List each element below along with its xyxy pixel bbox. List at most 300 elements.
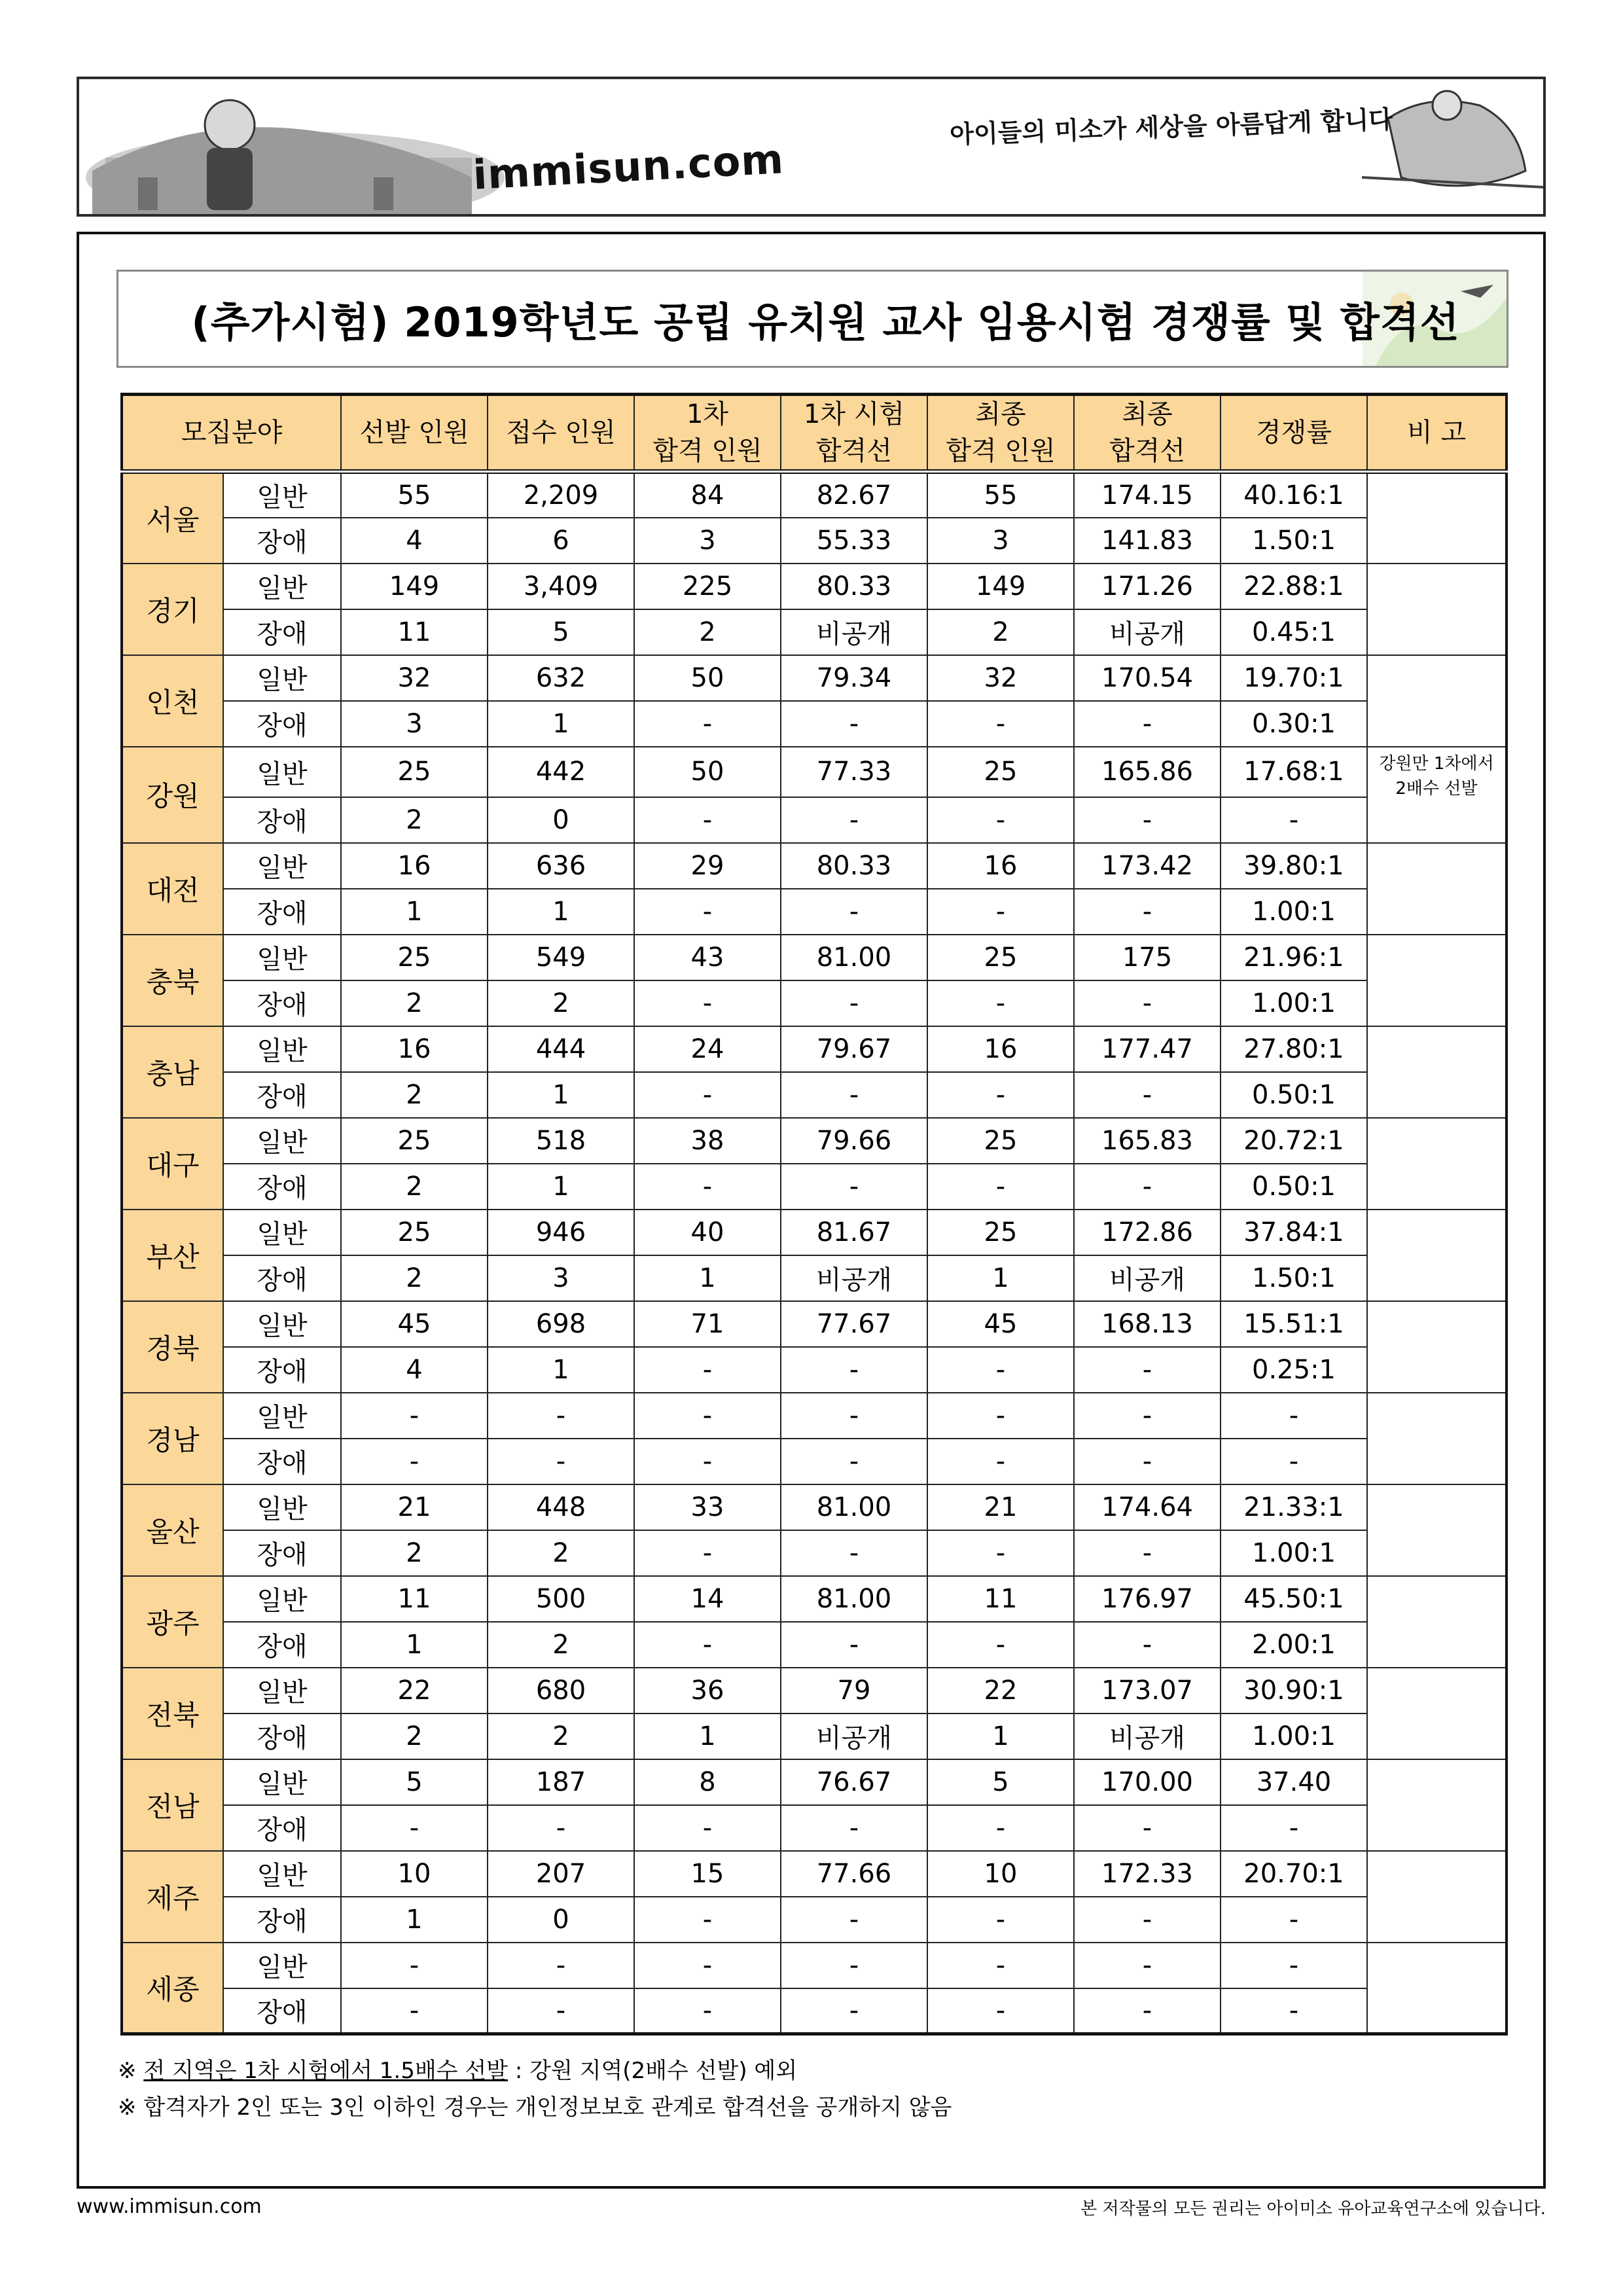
first-pass-cell: 36 — [634, 1668, 781, 1713]
first-pass-cell: - — [634, 980, 781, 1026]
rate-cell: - — [1221, 1393, 1367, 1439]
table-row — [122, 1210, 1507, 1255]
applied-cell: 5 — [488, 609, 634, 655]
selected-cell: 2 — [341, 1713, 488, 1759]
final-pass-cell: - — [927, 1943, 1074, 1988]
applied-cell: - — [488, 1439, 634, 1484]
selected-cell: - — [341, 1393, 488, 1439]
final-pass-cell: 2 — [927, 609, 1074, 655]
category-cell: 장애 — [223, 1622, 341, 1668]
table-header-row — [122, 395, 1507, 472]
category-cell: 장애 — [223, 701, 341, 747]
applied-cell: 1 — [488, 1347, 634, 1393]
final-cut-cell: 141.83 — [1074, 518, 1221, 564]
applied-cell: 2,209 — [488, 472, 634, 518]
first-cut-cell: 77.33 — [781, 747, 927, 797]
final-pass-cell: 16 — [927, 843, 1074, 889]
header-first-cut — [781, 395, 927, 472]
selected-cell: 1 — [341, 889, 488, 935]
applied-cell: 448 — [488, 1484, 634, 1530]
final-pass-cell: - — [927, 1072, 1074, 1118]
rate-cell: 22.88:1 — [1221, 564, 1367, 609]
footnote-1 — [118, 2053, 952, 2089]
note-cell — [1367, 1118, 1507, 1210]
final-pass-cell: - — [927, 1805, 1074, 1851]
footnotes — [118, 2053, 952, 2126]
table-row — [122, 1164, 1507, 1210]
category-cell: 장애 — [223, 889, 341, 935]
first-cut-cell: - — [781, 1393, 927, 1439]
footnote-2: ※ 합격자가 2인 또는 3인 이하인 경우는 개인정보보호 관계로 합격선을 공개하지 않음 — [118, 2094, 952, 2121]
first-pass-cell: - — [634, 701, 781, 747]
selected-cell: 4 — [341, 518, 488, 564]
selected-cell: 2 — [341, 1072, 488, 1118]
category-cell: 일반 — [223, 655, 341, 701]
rate-cell: - — [1221, 797, 1367, 843]
header-rate: 경쟁률 — [1221, 395, 1367, 472]
rate-cell: - — [1221, 1805, 1367, 1851]
final-pass-cell: 32 — [927, 655, 1074, 701]
final-pass-cell: 21 — [927, 1484, 1074, 1530]
note-line-1: 강원만 1차에서 — [1379, 753, 1494, 774]
final-cut-cell: 176.97 — [1074, 1576, 1221, 1622]
category-cell: 일반 — [223, 1668, 341, 1713]
final-cut-cell: 비공개 — [1074, 609, 1221, 655]
selected-cell: - — [341, 1988, 488, 2034]
applied-cell: 444 — [488, 1026, 634, 1072]
region-cell: 광주 — [122, 1576, 223, 1668]
selected-cell: 3 — [341, 701, 488, 747]
selected-cell: - — [341, 1943, 488, 1988]
region-cell: 강원 — [122, 747, 223, 843]
final-pass-cell: 5 — [927, 1759, 1074, 1805]
final-cut-cell: 165.86 — [1074, 747, 1221, 797]
selected-cell: 10 — [341, 1851, 488, 1897]
selected-cell: 2 — [341, 1530, 488, 1576]
header-final-pass-line1: 최종 — [975, 399, 1026, 429]
category-cell: 일반 — [223, 843, 341, 889]
selected-cell: 16 — [341, 843, 488, 889]
first-cut-cell: - — [781, 1072, 927, 1118]
category-cell: 장애 — [223, 1072, 341, 1118]
first-pass-cell: - — [634, 1988, 781, 2034]
final-cut-cell: - — [1074, 1164, 1221, 1210]
selected-cell: 32 — [341, 655, 488, 701]
table-row — [122, 1301, 1507, 1347]
region-cell: 경남 — [122, 1393, 223, 1484]
category-cell: 장애 — [223, 1897, 341, 1943]
first-cut-cell: 77.67 — [781, 1301, 927, 1347]
final-cut-cell: - — [1074, 1393, 1221, 1439]
brand-logo-text: immisun.com — [472, 135, 785, 199]
first-cut-cell: 77.66 — [781, 1851, 927, 1897]
note-cell — [1367, 1026, 1507, 1118]
selected-cell: 2 — [341, 1164, 488, 1210]
region-cell: 제주 — [122, 1851, 223, 1943]
first-pass-cell: 1 — [634, 1255, 781, 1301]
category-cell: 장애 — [223, 609, 341, 655]
applied-cell: 500 — [488, 1576, 634, 1622]
first-cut-cell: 79 — [781, 1668, 927, 1713]
rate-cell: 17.68:1 — [1221, 747, 1367, 797]
rate-cell: 1.50:1 — [1221, 518, 1367, 564]
selected-cell: 2 — [341, 797, 488, 843]
rate-cell: 21.33:1 — [1221, 1484, 1367, 1530]
region-cell: 경기 — [122, 564, 223, 655]
selected-cell: 4 — [341, 1347, 488, 1393]
applied-cell: 207 — [488, 1851, 634, 1897]
first-cut-cell: 79.67 — [781, 1026, 927, 1072]
region-cell: 세종 — [122, 1943, 223, 2034]
first-pass-cell: 84 — [634, 472, 781, 518]
first-cut-cell: 76.67 — [781, 1759, 927, 1805]
first-cut-cell: 79.66 — [781, 1118, 927, 1164]
final-cut-cell: - — [1074, 1347, 1221, 1393]
table-row — [122, 1805, 1507, 1851]
final-cut-cell: 172.33 — [1074, 1851, 1221, 1897]
table-body — [122, 472, 1507, 2034]
applied-cell: 442 — [488, 747, 634, 797]
rate-cell: 37.84:1 — [1221, 1210, 1367, 1255]
final-cut-cell: 173.42 — [1074, 843, 1221, 889]
header-first-cut-line2: 합격선 — [816, 436, 892, 466]
category-cell: 일반 — [223, 1393, 341, 1439]
applied-cell: - — [488, 1805, 634, 1851]
first-pass-cell: 71 — [634, 1301, 781, 1347]
category-cell: 일반 — [223, 1759, 341, 1805]
applied-cell: 1 — [488, 889, 634, 935]
first-cut-cell: - — [781, 1943, 927, 1988]
selected-cell: 25 — [341, 935, 488, 980]
table-row — [122, 701, 1507, 747]
category-cell: 일반 — [223, 472, 341, 518]
table-row — [122, 1668, 1507, 1713]
applied-cell: 0 — [488, 1897, 634, 1943]
final-cut-cell: 170.00 — [1074, 1759, 1221, 1805]
final-pass-cell: 25 — [927, 1118, 1074, 1164]
first-pass-cell: 43 — [634, 935, 781, 980]
table-row — [122, 1393, 1507, 1439]
competition-rate-table — [120, 393, 1508, 2036]
table-row — [122, 564, 1507, 609]
applied-cell: - — [488, 1988, 634, 2034]
first-cut-cell: 81.67 — [781, 1210, 927, 1255]
rate-cell: 0.45:1 — [1221, 609, 1367, 655]
first-pass-cell: 33 — [634, 1484, 781, 1530]
page-title: (추가시험) 2019학년도 공립 유치원 교사 임용시험 경쟁률 및 합격선 — [191, 298, 1460, 346]
first-pass-cell: 40 — [634, 1210, 781, 1255]
category-cell: 일반 — [223, 1026, 341, 1072]
rate-cell: 2.00:1 — [1221, 1622, 1367, 1668]
first-pass-cell: - — [634, 1439, 781, 1484]
first-cut-cell: - — [781, 1622, 927, 1668]
category-cell: 일반 — [223, 935, 341, 980]
category-cell: 일반 — [223, 1301, 341, 1347]
final-cut-cell: - — [1074, 1897, 1221, 1943]
final-cut-cell: - — [1074, 1622, 1221, 1668]
final-pass-cell: - — [927, 1622, 1074, 1668]
note-cell — [1367, 564, 1507, 655]
rate-cell: 15.51:1 — [1221, 1301, 1367, 1347]
final-pass-cell: - — [927, 889, 1074, 935]
category-cell: 장애 — [223, 1805, 341, 1851]
header-final-cut-line1: 최종 — [1122, 399, 1173, 429]
applied-cell: 636 — [488, 843, 634, 889]
selected-cell: 5 — [341, 1759, 488, 1805]
final-cut-cell: 173.07 — [1074, 1668, 1221, 1713]
first-pass-cell: - — [634, 1530, 781, 1576]
table-row — [122, 609, 1507, 655]
category-cell: 일반 — [223, 1851, 341, 1897]
region-cell: 충남 — [122, 1026, 223, 1118]
table-row — [122, 1713, 1507, 1759]
selected-cell: 2 — [341, 1255, 488, 1301]
first-pass-cell: - — [634, 1164, 781, 1210]
final-pass-cell: - — [927, 980, 1074, 1026]
applied-cell: 549 — [488, 935, 634, 980]
rate-cell: 30.90:1 — [1221, 1668, 1367, 1713]
banner-slogan: 아이들의 미소가 세상을 아름답게 합니다 — [949, 105, 1393, 149]
table-row — [122, 1072, 1507, 1118]
note-cell — [1367, 1484, 1507, 1576]
category-cell: 장애 — [223, 1713, 341, 1759]
first-pass-cell: 2 — [634, 609, 781, 655]
table-row — [122, 472, 1507, 518]
applied-cell: 946 — [488, 1210, 634, 1255]
footer-website: www.immisun.com — [77, 2195, 262, 2218]
final-pass-cell: - — [927, 1393, 1074, 1439]
note-cell — [1367, 1576, 1507, 1668]
first-cut-cell: 비공개 — [781, 1255, 927, 1301]
applied-cell: 0 — [488, 797, 634, 843]
applied-cell: 680 — [488, 1668, 634, 1713]
first-pass-cell: 50 — [634, 747, 781, 797]
table-row — [122, 980, 1507, 1026]
note-cell — [1367, 655, 1507, 747]
selected-cell: - — [341, 1439, 488, 1484]
final-pass-cell: 3 — [927, 518, 1074, 564]
first-cut-cell: 81.00 — [781, 1576, 927, 1622]
note-cell — [1367, 1759, 1507, 1851]
final-pass-cell: - — [927, 1897, 1074, 1943]
applied-cell: 698 — [488, 1301, 634, 1347]
region-cell: 대구 — [122, 1118, 223, 1210]
first-cut-cell: - — [781, 1805, 927, 1851]
rate-cell: 0.50:1 — [1221, 1164, 1367, 1210]
table-row — [122, 1484, 1507, 1530]
first-pass-cell: - — [634, 1805, 781, 1851]
final-pass-cell: - — [927, 1164, 1074, 1210]
header-final-cut — [1074, 395, 1221, 472]
applied-cell: 1 — [488, 1072, 634, 1118]
first-cut-cell: 80.33 — [781, 843, 927, 889]
first-pass-cell: 38 — [634, 1118, 781, 1164]
header-first-pass — [634, 395, 781, 472]
rate-cell: 39.80:1 — [1221, 843, 1367, 889]
table-row — [122, 518, 1507, 564]
header-final-pass-line2: 합격 인원 — [946, 436, 1056, 466]
note-cell — [1367, 843, 1507, 935]
first-pass-cell: - — [634, 1943, 781, 1988]
header-final-pass — [927, 395, 1074, 472]
note-line-2: 2배수 선발 — [1395, 778, 1478, 798]
applied-cell: 2 — [488, 1713, 634, 1759]
category-cell: 장애 — [223, 1347, 341, 1393]
final-pass-cell: - — [927, 797, 1074, 843]
final-pass-cell: - — [927, 1439, 1074, 1484]
footnote-1-mark: ※ — [118, 2058, 137, 2084]
final-cut-cell: - — [1074, 1988, 1221, 2034]
selected-cell: 149 — [341, 564, 488, 609]
rate-cell: 0.30:1 — [1221, 701, 1367, 747]
footnote-1-rest: : 강원 지역(2배수 선발) 예외 — [508, 2058, 798, 2084]
first-cut-cell: - — [781, 889, 927, 935]
final-cut-cell: 175 — [1074, 935, 1221, 980]
first-cut-cell: - — [781, 1164, 927, 1210]
rate-cell: 1.50:1 — [1221, 1255, 1367, 1301]
banner-illustration — [79, 79, 1543, 214]
header-applied: 접수 인원 — [488, 395, 634, 472]
selected-cell: 1 — [341, 1622, 488, 1668]
table-row — [122, 1530, 1507, 1576]
applied-cell: 6 — [488, 518, 634, 564]
note-cell — [1367, 935, 1507, 1026]
category-cell: 장애 — [223, 797, 341, 843]
final-pass-cell: 1 — [927, 1255, 1074, 1301]
final-pass-cell: 11 — [927, 1576, 1074, 1622]
rate-cell: - — [1221, 1439, 1367, 1484]
first-pass-cell: 225 — [634, 564, 781, 609]
rate-cell: - — [1221, 1943, 1367, 1988]
rate-cell: 37.40 — [1221, 1759, 1367, 1805]
category-cell: 일반 — [223, 1576, 341, 1622]
rate-cell: 20.70:1 — [1221, 1851, 1367, 1897]
first-cut-cell: - — [781, 797, 927, 843]
rate-cell: - — [1221, 1988, 1367, 2034]
note-cell — [1367, 1210, 1507, 1301]
table-row — [122, 1897, 1507, 1943]
selected-cell: 22 — [341, 1668, 488, 1713]
footer-copyright: 본 저작물의 모든 권리는 아이미소 유아교육연구소에 있습니다. — [1080, 2199, 1546, 2219]
note-cell — [1367, 1851, 1507, 1943]
final-pass-cell: - — [927, 701, 1074, 747]
header-final-cut-line2: 합격선 — [1109, 436, 1185, 466]
final-pass-cell: 1 — [927, 1713, 1074, 1759]
table-row — [122, 1026, 1507, 1072]
region-cell: 충북 — [122, 935, 223, 1026]
applied-cell: 2 — [488, 1622, 634, 1668]
final-pass-cell: - — [927, 1347, 1074, 1393]
final-pass-cell: - — [927, 1988, 1074, 2034]
category-cell: 일반 — [223, 1210, 341, 1255]
header-first-pass-line2: 합격 인원 — [652, 436, 762, 466]
final-cut-cell: 177.47 — [1074, 1026, 1221, 1072]
final-cut-cell: 165.83 — [1074, 1118, 1221, 1164]
title-box — [116, 270, 1508, 368]
selected-cell: 25 — [341, 747, 488, 797]
header-banner — [77, 77, 1546, 217]
first-pass-cell: 14 — [634, 1576, 781, 1622]
first-pass-cell: 1 — [634, 1713, 781, 1759]
note-cell — [1367, 1301, 1507, 1393]
category-cell: 일반 — [223, 564, 341, 609]
final-cut-cell: - — [1074, 1805, 1221, 1851]
first-cut-cell: 비공개 — [781, 609, 927, 655]
first-pass-cell: 29 — [634, 843, 781, 889]
first-cut-cell: - — [781, 1347, 927, 1393]
final-pass-cell: 25 — [927, 935, 1074, 980]
header-first-cut-line1: 1차 시험 — [803, 399, 905, 429]
selected-cell: 11 — [341, 1576, 488, 1622]
table-row — [122, 1576, 1507, 1622]
rate-cell: 0.25:1 — [1221, 1347, 1367, 1393]
rate-cell: 45.50:1 — [1221, 1576, 1367, 1622]
category-cell: 일반 — [223, 747, 341, 797]
table-row — [122, 935, 1507, 980]
final-pass-cell: 149 — [927, 564, 1074, 609]
first-cut-cell: 80.33 — [781, 564, 927, 609]
selected-cell: 11 — [341, 609, 488, 655]
region-cell: 대전 — [122, 843, 223, 935]
first-pass-cell: - — [634, 1393, 781, 1439]
category-cell: 일반 — [223, 1118, 341, 1164]
first-cut-cell: 81.00 — [781, 1484, 927, 1530]
final-pass-cell: - — [927, 1530, 1074, 1576]
category-cell: 장애 — [223, 980, 341, 1026]
table-row — [122, 1347, 1507, 1393]
final-pass-cell: 25 — [927, 1210, 1074, 1255]
final-cut-cell: 174.15 — [1074, 472, 1221, 518]
note-cell — [1367, 472, 1507, 564]
category-cell: 장애 — [223, 518, 341, 564]
final-cut-cell: 비공개 — [1074, 1255, 1221, 1301]
final-cut-cell: 170.54 — [1074, 655, 1221, 701]
first-pass-cell: - — [634, 1897, 781, 1943]
applied-cell: 1 — [488, 1164, 634, 1210]
table-row — [122, 1255, 1507, 1301]
region-cell: 경북 — [122, 1301, 223, 1393]
header-note: 비 고 — [1367, 395, 1507, 472]
table-row — [122, 1622, 1507, 1668]
header-first-pass-line1: 1차 — [686, 399, 729, 429]
applied-cell: 2 — [488, 980, 634, 1026]
final-cut-cell: 비공개 — [1074, 1713, 1221, 1759]
rate-cell: 40.16:1 — [1221, 472, 1367, 518]
table-row — [122, 889, 1507, 935]
first-pass-cell: - — [634, 889, 781, 935]
footnote-1-underlined: 전 지역은 1차 시험에서 1.5배수 선발 — [143, 2058, 508, 2084]
final-pass-cell: 45 — [927, 1301, 1074, 1347]
note-cell — [1367, 1943, 1507, 2034]
first-cut-cell: - — [781, 1988, 927, 2034]
selected-cell: 2 — [341, 980, 488, 1026]
table-row — [122, 1851, 1507, 1897]
region-cell: 울산 — [122, 1484, 223, 1576]
first-pass-cell: - — [634, 797, 781, 843]
table-row — [122, 797, 1507, 843]
rate-cell: - — [1221, 1897, 1367, 1943]
table-row — [122, 1118, 1507, 1164]
first-cut-cell: 81.00 — [781, 935, 927, 980]
category-cell: 일반 — [223, 1484, 341, 1530]
first-pass-cell: 24 — [634, 1026, 781, 1072]
table-row — [122, 843, 1507, 889]
final-cut-cell: - — [1074, 1943, 1221, 1988]
first-cut-cell: 55.33 — [781, 518, 927, 564]
note-cell — [1367, 1668, 1507, 1759]
table-row — [122, 655, 1507, 701]
selected-cell: - — [341, 1805, 488, 1851]
